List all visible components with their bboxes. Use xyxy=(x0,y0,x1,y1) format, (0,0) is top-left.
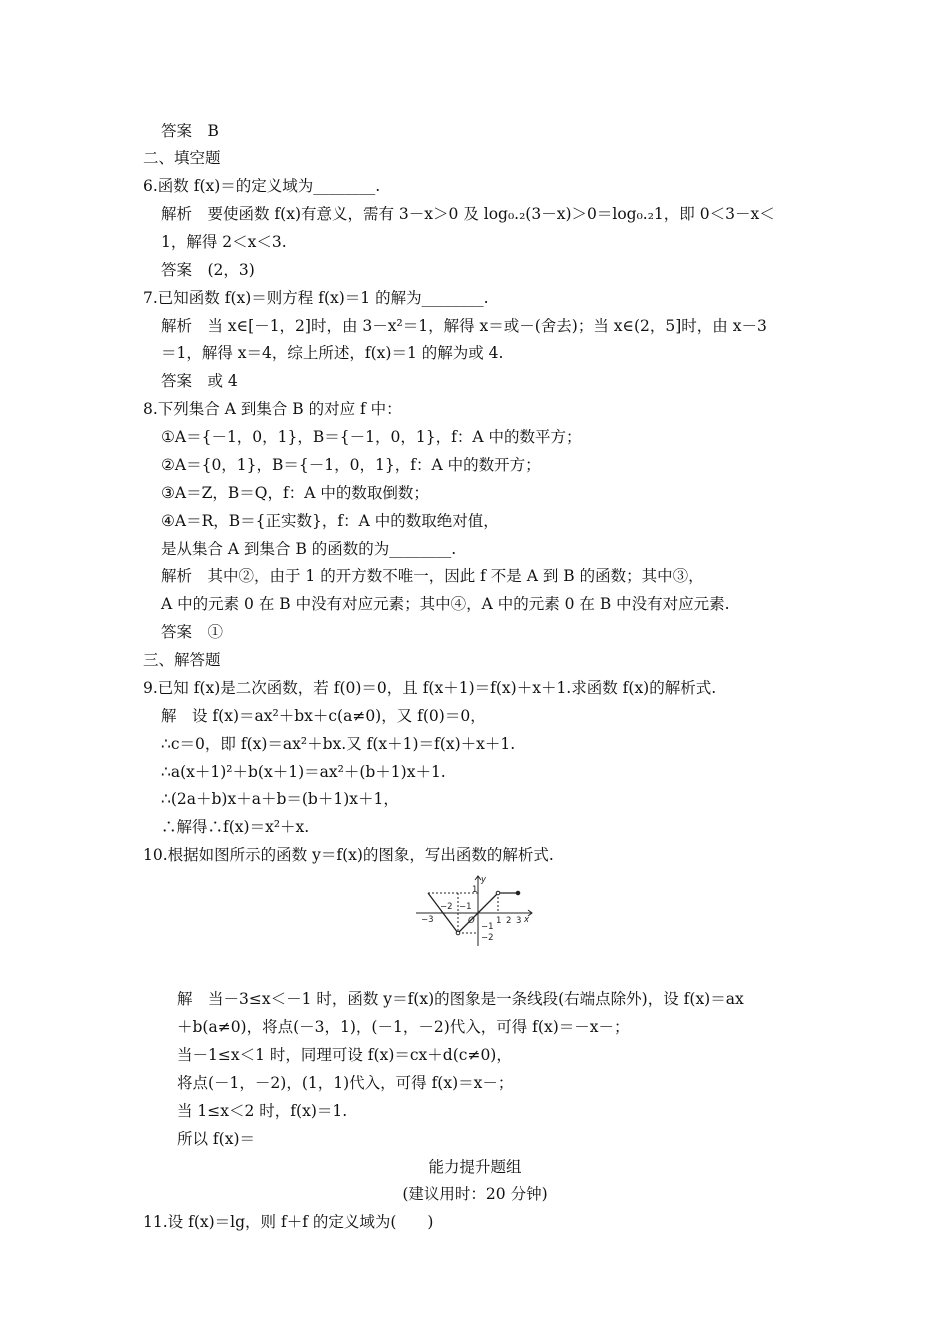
solution-9-line3: ∴a(x＋1)²＋b(x＋1)＝ax²＋(b＋1)x＋1. xyxy=(161,763,446,781)
x-tick-1: 1 xyxy=(496,916,502,926)
x-tick-2: 2 xyxy=(506,916,512,926)
question-8-tail: 是从集合 A 到集合 B 的函数的为________. xyxy=(161,540,457,558)
question-8: 8.下列集合 A 到集合 B 的对应 f 中： xyxy=(143,400,402,418)
analysis-6-line2: 1，解得 2＜x＜3. xyxy=(161,233,287,251)
option-2: ②A＝{0，1}，B＝{－1，0，1}，f：A 中的数开方； xyxy=(161,456,541,474)
solution-10-line5: 当 1≤x＜2 时，f(x)＝1. xyxy=(177,1102,348,1120)
origin-label: O xyxy=(468,916,475,926)
option-1: ①A＝{－1，0，1}，B＝{－1，0，1}，f：A 中的数平方； xyxy=(161,428,582,446)
analysis-8-line2: A 中的元素 0 在 B 中没有对应元素；其中④，A 中的元素 0 在 B 中没有对应元素. xyxy=(161,595,730,613)
solution-9-line1: 解 设 f(x)＝ax²＋bx＋c(a≠0)，又 f(0)＝0， xyxy=(161,707,486,725)
x-tick-neg3: −3 xyxy=(421,915,434,925)
x-tick-3: 3 xyxy=(516,916,522,926)
y-tick-neg1: −1 xyxy=(481,922,494,932)
closed-point xyxy=(516,891,520,895)
suggested-time: (建议用时：20 分钟) xyxy=(402,1185,548,1203)
section-fill-blank: 二、填空题 xyxy=(143,149,221,167)
answer-8: 答案 ① xyxy=(161,623,224,641)
option-3: ③A＝Z，B＝Q，f：A 中的数取倒数； xyxy=(161,484,429,502)
question-9: 9.已知 f(x)是二次函数，若 f(0)＝0，且 f(x＋1)＝f(x)＋x＋1.求函数 f(x)的解析式. xyxy=(143,679,717,697)
open-point-left xyxy=(456,931,460,935)
y-tick-1: 1 xyxy=(472,885,478,895)
x-axis-label: x xyxy=(524,915,530,925)
question-6: 6.函数 f(x)＝的定义域为________. xyxy=(143,177,381,195)
answer-5: 答案 B xyxy=(161,122,219,140)
solution-10-line1: 解 当－3≤x＜－1 时，函数 y＝f(x)的图象是一条线段(右端点除外)，设 f(x)＝ax xyxy=(177,990,744,1008)
y-axis-label: y xyxy=(481,875,487,885)
solution-9-line2: ∴c＝0，即 f(x)＝ax²＋bx.又 f(x＋1)＝f(x)＋x＋1. xyxy=(161,735,516,753)
analysis-7-line1: 解析 当 x∈[－1，2]时，由 3－x²＝1，解得 x＝或－(舍去)；当 x∈(2，5]时，由 x－3 xyxy=(161,317,767,335)
x-tick-neg2: −2 xyxy=(440,902,453,912)
analysis-6-line1: 解析 要使函数 f(x)有意义，需有 3－x＞0 及 log₀.₂(3－x)＞0＝log₀.₂1，即 0＜3－x＜ xyxy=(161,205,775,223)
answer-7: 答案 或 4 xyxy=(161,372,238,390)
section-solve: 三、解答题 xyxy=(143,651,221,669)
solution-10-line6: 所以 f(x)＝ xyxy=(177,1130,255,1148)
y-tick-neg2: −2 xyxy=(481,933,494,943)
solution-10-line4: 将点(－1，－2)，(1，1)代入，可得 f(x)＝x－； xyxy=(177,1074,514,1092)
option-4: ④A＝R，B＝{正实数}，f：A 中的数取绝对值， xyxy=(161,512,499,530)
solution-9-line5: ∴解得∴f(x)＝x²＋x. xyxy=(161,818,310,836)
answer-6: 答案 (2，3) xyxy=(161,261,255,279)
solution-10-line3: 当－1≤x＜1 时，同理可设 f(x)＝cx＋d(c≠0)， xyxy=(177,1046,512,1064)
question-7: 7.已知函数 f(x)＝则方程 f(x)＝1 的解为________. xyxy=(143,289,489,307)
solution-10-line2: ＋b(a≠0)，将点(－3，1)，(－1，－2)代入，可得 f(x)＝－x－； xyxy=(177,1018,630,1036)
function-graph-figure xyxy=(414,872,538,948)
solution-9-line4: ∴(2a＋b)x＋a＋b＝(b＋1)x＋1， xyxy=(161,790,399,808)
x-tick-neg1: −1 xyxy=(459,902,472,912)
question-11: 11.设 f(x)＝lg，则 f＋f 的定义域为( ) xyxy=(143,1213,434,1231)
analysis-7-line2: ＝1，解得 x＝4，综上所述，f(x)＝1 的解为或 4. xyxy=(161,344,504,362)
question-10: 10.根据如图所示的函数 y＝f(x)的图象，写出函数的解析式. xyxy=(143,846,554,864)
analysis-8-line1: 解析 其中②，由于 1 的开方数不唯一，因此 f 不是 A 到 B 的函数；其中③， xyxy=(161,567,704,585)
group-title: 能力提升题组 xyxy=(428,1158,522,1176)
open-point-right xyxy=(496,891,500,895)
